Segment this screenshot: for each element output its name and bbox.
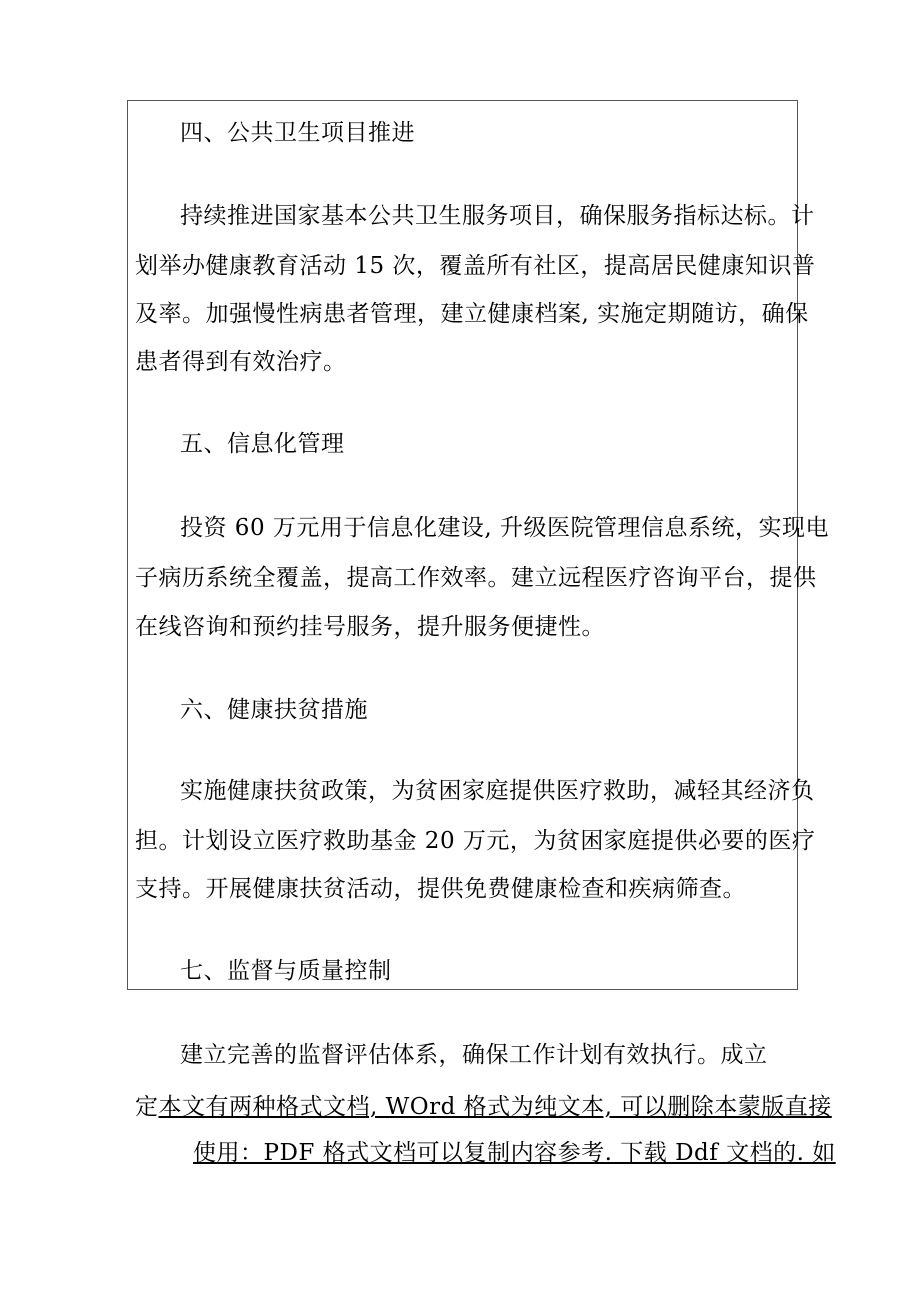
paragraph-line: 划举办健康教育活动 15 次，覆盖所有社区，提高居民健康知识普 <box>135 253 816 279</box>
paragraph-line: 支持。开展健康扶贫活动，提供免费健康检查和疾病筛查。 <box>135 876 746 902</box>
notice-prefix: 定 <box>135 1094 159 1120</box>
section-heading: 五、信息化管理 <box>180 431 345 457</box>
notice-text: 本文有两种格式文档, WOrd 格式为纯文本, 可以删除本蒙版直接 <box>158 1094 832 1120</box>
paragraph-line: 建立完善的监督评估体系，确保工作计划有效执行。成立 <box>180 1042 768 1068</box>
section-heading: 六、健康扶贫措施 <box>180 697 368 723</box>
paragraph-line: 及率。加强慢性病患者管理，建立健康档案, 实施定期随访，确保 <box>135 301 809 327</box>
paragraph-line: 子病历系统全覆盖，提高工作效率。建立远程医疗咨询平台，提供 <box>135 565 817 591</box>
paragraph-line: 在线咨询和预约挂号服务，提升服务便捷性。 <box>135 614 605 640</box>
paragraph-line: 实施健康扶贫政策，为贫困家庭提供医疗救助，减轻其经济负 <box>180 778 815 804</box>
paragraph-line: 持续推进国家基本公共卫生服务项目，确保服务指标达标。计 <box>180 203 815 229</box>
paragraph-line: 投资 60 万元用于信息化建设, 升级医院管理信息系统，实现电 <box>180 515 830 541</box>
notice-line-1 <box>135 1092 832 1122</box>
section-heading: 七、监督与质量控制 <box>180 958 392 984</box>
paragraph-line: 担。计划设立医疗救助基金 20 万元，为贫困家庭提供必要的医疗 <box>135 828 816 854</box>
section-heading: 四、公共卫生项目推进 <box>180 120 415 146</box>
content-frame <box>127 100 817 990</box>
notice-line-2: 使用：PDF 格式文档可以复制内容参考. 下载 Ddf 文档的. 如 <box>193 1140 836 1166</box>
paragraph-line: 患者得到有效治疗。 <box>135 349 347 375</box>
